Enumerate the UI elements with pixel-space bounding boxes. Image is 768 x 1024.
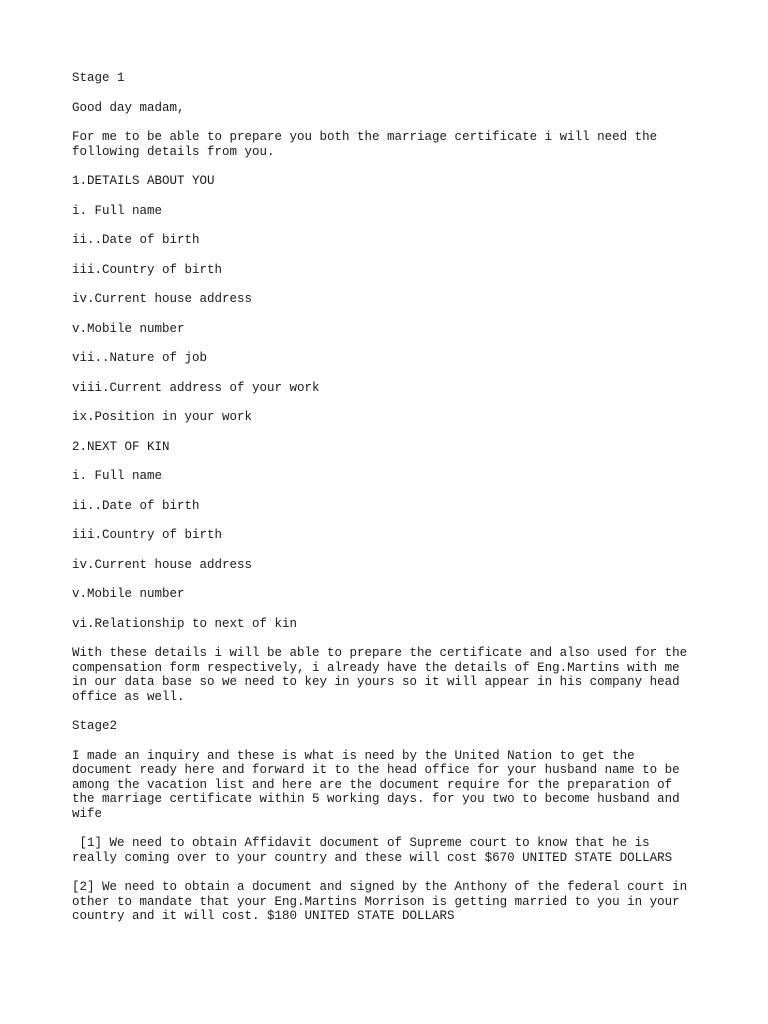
document-paragraph bbox=[72, 528, 712, 543]
text-line: other to mandate that your Eng.Martins Morrison is getting married to you in your bbox=[72, 894, 680, 909]
document-paragraph bbox=[72, 130, 712, 159]
document-paragraph bbox=[72, 719, 712, 734]
document-page bbox=[72, 71, 712, 939]
document-paragraph bbox=[72, 410, 712, 425]
document-paragraph bbox=[72, 71, 712, 86]
document-paragraph bbox=[72, 351, 712, 366]
text-line: ii..Date of birth bbox=[72, 498, 200, 513]
text-line: the marriage certificate within 5 working days. for you two to become husband and bbox=[72, 792, 680, 806]
document-paragraph bbox=[72, 880, 712, 924]
document-paragraph bbox=[72, 749, 712, 822]
document-paragraph bbox=[72, 469, 712, 484]
text-line: viii.Current address of your work bbox=[72, 380, 320, 395]
text-line: Stage 1 bbox=[72, 71, 125, 85]
text-line: iii.Country of birth bbox=[72, 262, 223, 277]
document-paragraph bbox=[72, 292, 712, 307]
text-line: in our data base so we need to key in yours so it will appear in his company head bbox=[72, 675, 680, 689]
text-line: With these details i will be able to prepare the certificate and also used for the bbox=[72, 646, 688, 660]
text-line: following details from you. bbox=[72, 144, 275, 159]
text-line: Stage2 bbox=[72, 719, 118, 733]
document-paragraph bbox=[72, 836, 712, 865]
document-paragraph bbox=[72, 101, 712, 116]
text-line: Good day madam, bbox=[72, 100, 185, 115]
document-paragraph bbox=[72, 558, 712, 573]
text-line: really coming over to your country and these will cost $670 UNITED STATE DOLLARS bbox=[72, 850, 673, 865]
text-line: 1.DETAILS ABOUT YOU bbox=[72, 174, 215, 188]
text-line: office as well. bbox=[72, 689, 185, 704]
text-line: document ready here and forward it to the head office for your husband name to be bbox=[72, 763, 680, 777]
text-line: 2.NEXT OF KIN bbox=[72, 439, 170, 454]
text-line: country and it will cost. $180 UNITED STATE DOLLARS bbox=[72, 909, 455, 923]
document-paragraph bbox=[72, 499, 712, 514]
text-line: v.Mobile number bbox=[72, 587, 185, 601]
text-line: [1] We need to obtain Affidavit document of Supreme court to know that he is bbox=[72, 836, 650, 850]
document-paragraph bbox=[72, 440, 712, 455]
document-paragraph bbox=[72, 204, 712, 219]
text-line: For me to be able to prepare you both the marriage certificate i will need the bbox=[72, 130, 658, 144]
text-line: i. Full name bbox=[72, 469, 163, 483]
document-paragraph bbox=[72, 322, 712, 337]
text-line: compensation form respectively, i already have the details of Eng.Martins with me bbox=[72, 660, 680, 675]
text-line: vi.Relationship to next of kin bbox=[72, 616, 298, 631]
text-line: iv.Current house address bbox=[72, 292, 253, 306]
text-line: [2] We need to obtain a document and signed by the Anthony of the federal court in bbox=[72, 880, 688, 894]
document-paragraph bbox=[72, 617, 712, 632]
text-line: iii.Country of birth bbox=[72, 528, 223, 542]
text-line: i. Full name bbox=[72, 203, 163, 218]
text-line: wife bbox=[72, 806, 103, 821]
document-paragraph bbox=[72, 381, 712, 396]
document-paragraph bbox=[72, 587, 712, 602]
document-paragraph bbox=[72, 233, 712, 248]
document-paragraph bbox=[72, 263, 712, 278]
document-paragraph bbox=[72, 646, 712, 704]
text-line: ii..Date of birth bbox=[72, 233, 200, 247]
document-paragraph bbox=[72, 174, 712, 189]
text-line: among the vacation list and here are the document require for the preparation of bbox=[72, 777, 673, 792]
text-line: vii..Nature of job bbox=[72, 351, 208, 365]
text-line: iv.Current house address bbox=[72, 557, 253, 572]
text-line: v.Mobile number bbox=[72, 321, 185, 336]
text-line: I made an inquiry and these is what is need by the United Nation to get the bbox=[72, 748, 635, 763]
text-line: ix.Position in your work bbox=[72, 410, 253, 424]
